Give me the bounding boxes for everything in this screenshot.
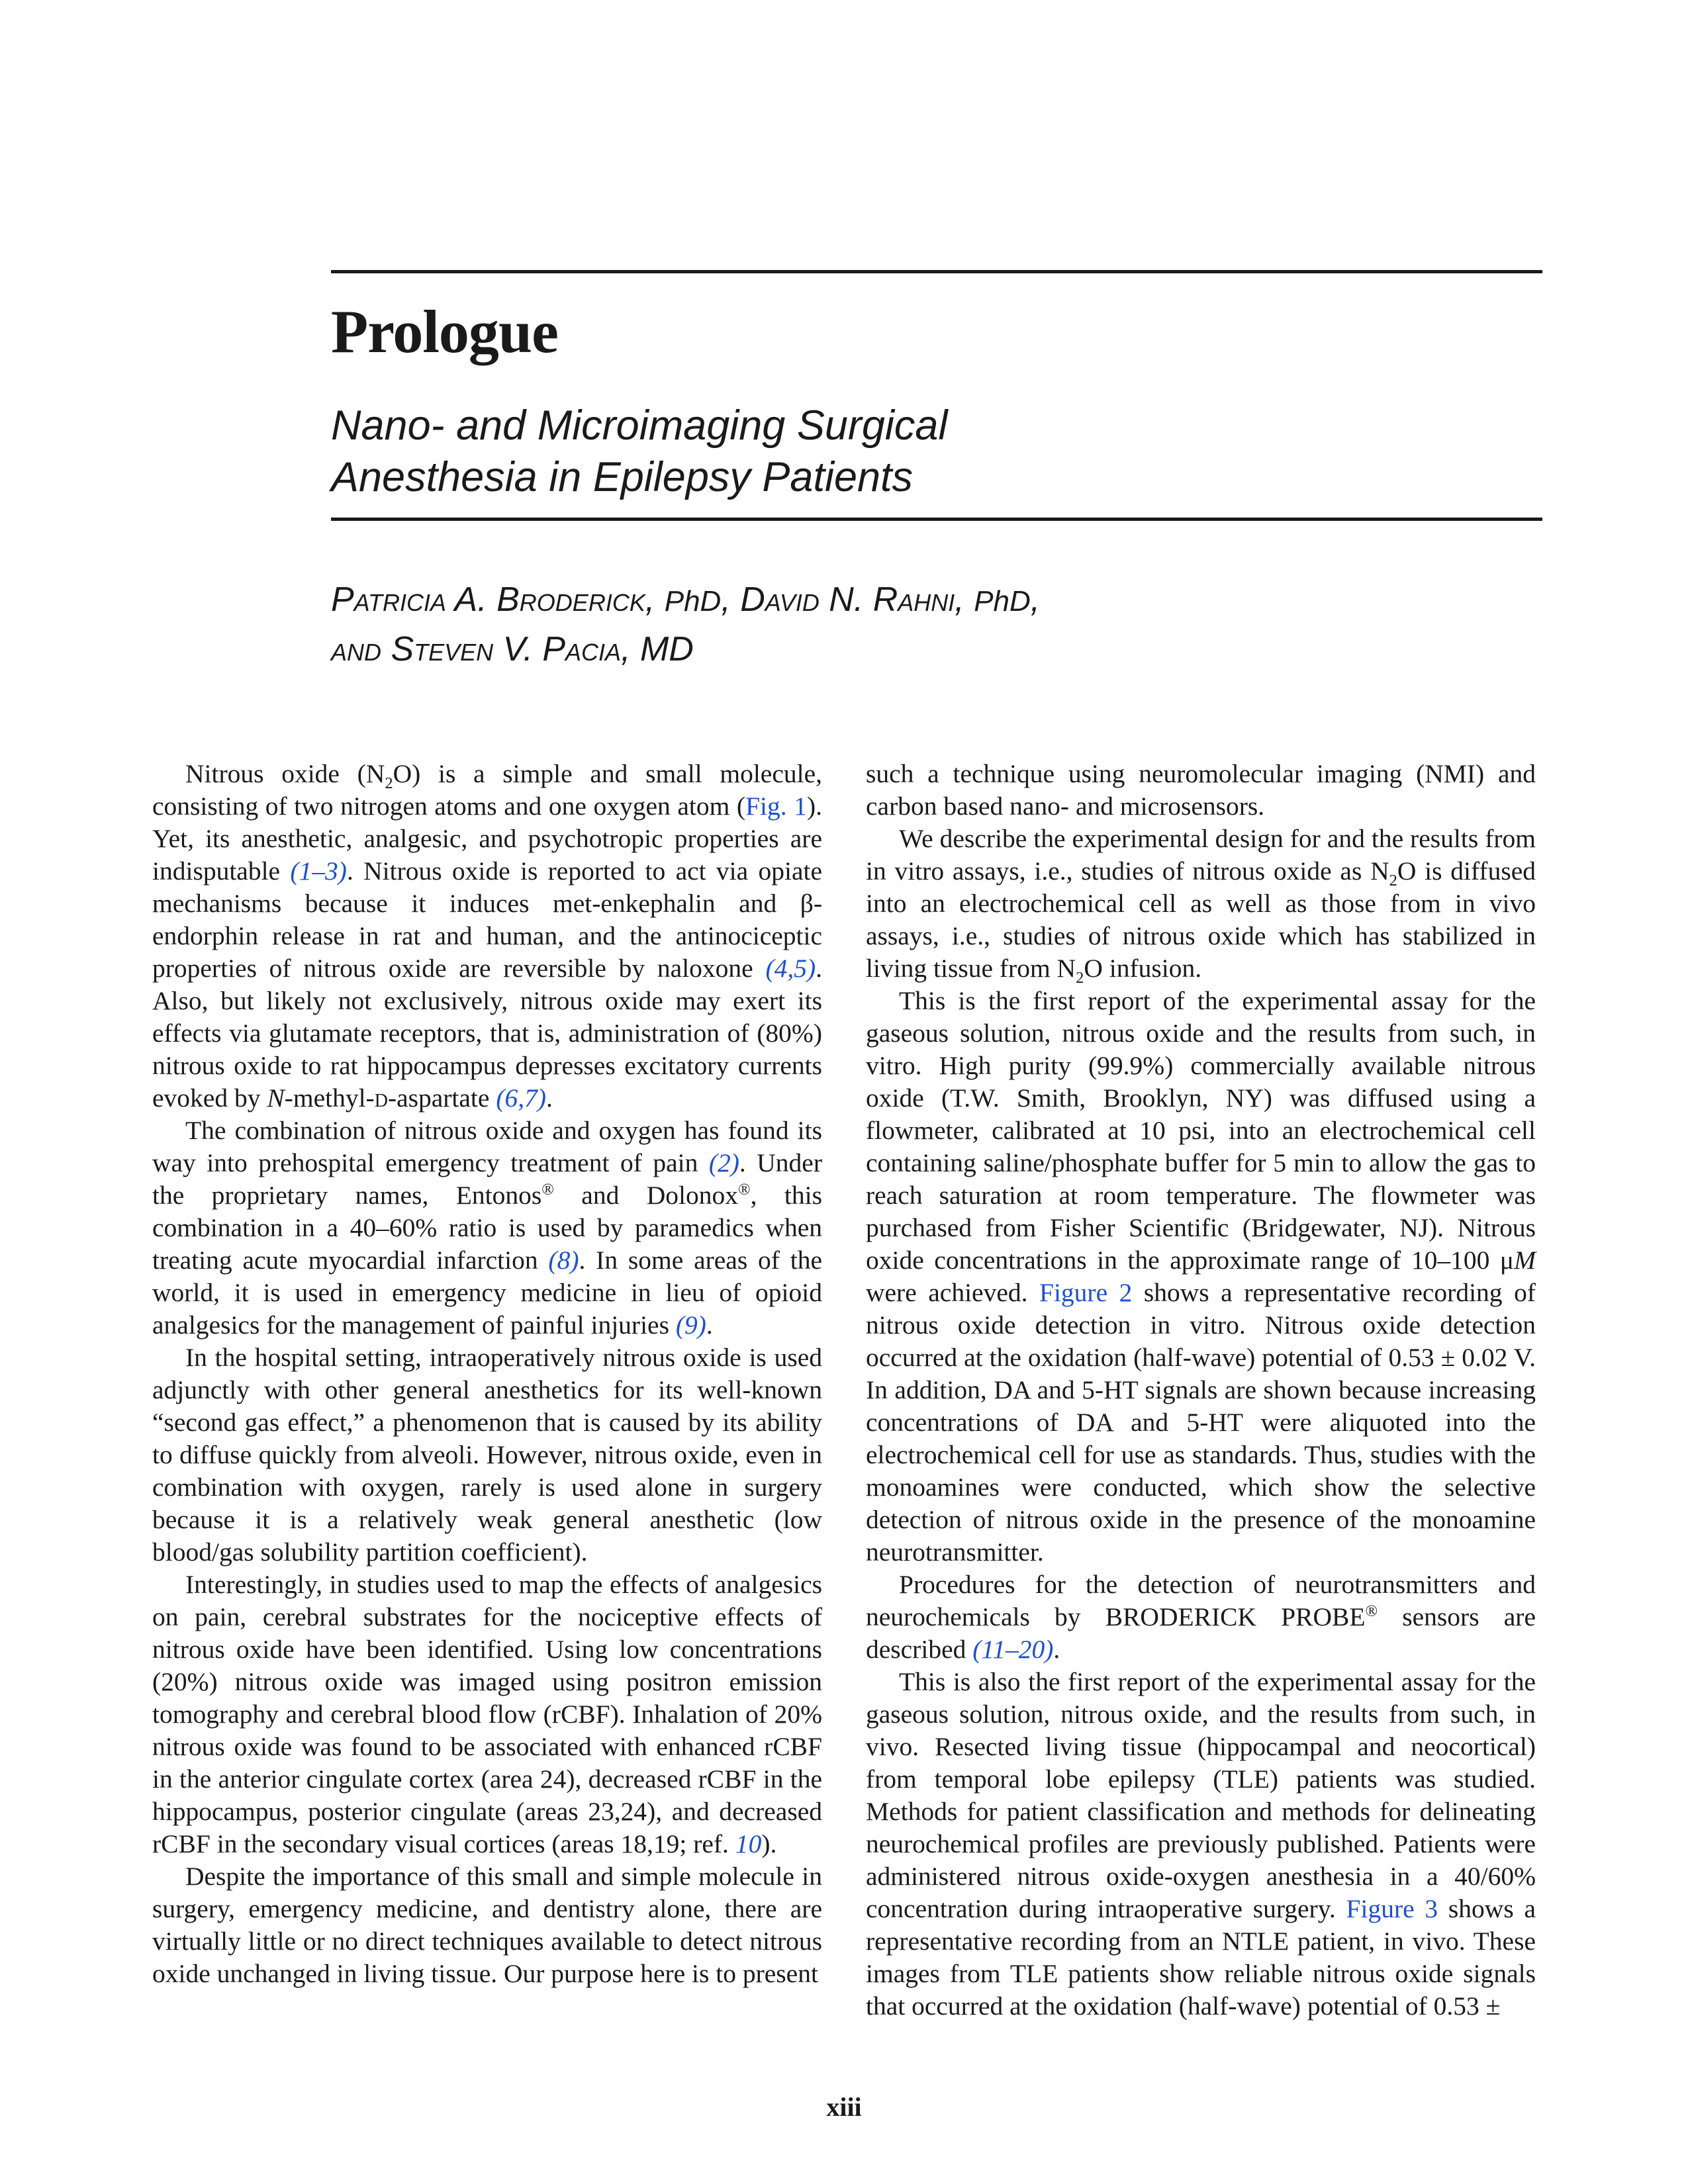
citation-link[interactable]: (6,7) — [496, 1083, 547, 1113]
page-title: Prologue — [331, 298, 558, 365]
right-column — [866, 758, 1536, 2023]
paragraph — [152, 1569, 822, 1860]
subtitle-rule — [331, 518, 1542, 521]
text-run: were achieved. — [866, 1278, 1039, 1307]
subtitle — [331, 400, 947, 503]
paragraph — [152, 1115, 822, 1342]
text-run: Interestingly, in studies used to map the effects of analgesics on pain, cerebral substrates for the nociceptive effects of nitrous oxide have been identified. Using low concentrations (20%) nitrous oxide was imaged using positron emission tomography and cerebral blood flow (rCBF). Inhalation of 20% nitrous oxide was found to be associated with enhanced rCBF in the anterior cingulate cortex (area 24), decreased rCBF in the hippocampus, posterior cingulate (areas 23,24), and decreased rCBF in the secondary visual cortices (areas 18,19; ref. — [152, 1570, 822, 1858]
text-run: This is the first report of the experimental assay for the gaseous solution, nitrous oxide and the results from such, in vitro. High purity (99.9%) commercially available nitrous oxide (T.W. Smith, Brooklyn, NY) was diffused using a flowmeter, calibrated at 10 psi, into an electrochemical cell containing saline/phosphate buffer for 5 min to allow the gas to reach saturation at room temperature. The flowmeter was purchased from Fisher Scientific (Bridgewater, NJ). Nitrous oxide concentrations in the approximate range of 10–100 μ — [866, 986, 1536, 1275]
text-run: Procedures for the detection of neurotransmitters and neurochemicals by BRODERICK PROBE — [866, 1570, 1536, 1631]
text-run: -methyl- — [284, 1083, 375, 1113]
text-run: O infusion. — [1084, 954, 1202, 983]
paragraph — [866, 1569, 1536, 1666]
author-line — [331, 625, 1040, 673]
italic-text: M — [1514, 1246, 1536, 1275]
figure-3-link[interactable]: Figure 3 — [1346, 1894, 1438, 1923]
separator: , — [1030, 580, 1041, 619]
paragraph — [866, 1666, 1536, 2023]
text-run: -aspartate — [387, 1083, 496, 1113]
text-run: . Nitrous oxide is reported to act via opiate mechanisms because it induces met-enkephalin and β-endorphin release in rat and human, and the antinociceptic properties of nitrous oxide are reversible by naloxone — [152, 856, 822, 983]
paragraph — [866, 985, 1536, 1569]
subscript: 2 — [1076, 968, 1084, 987]
author-list — [331, 576, 1040, 673]
page-number: xiii — [826, 2092, 862, 2122]
author-degree: PhD — [664, 585, 722, 617]
text-run: O is diffused into an electrochemical cell as well as those from in vivo assays, i.e., studies of nitrous oxide which has stabilized in living tissue from N — [866, 856, 1536, 983]
citation-link[interactable]: (11–20) — [972, 1635, 1054, 1664]
subtitle-line: Anesthesia in Epilepsy Patients — [331, 454, 914, 500]
author-name: David N. Rahni — [740, 580, 955, 619]
author-name: Steven V. Pacia — [391, 630, 622, 668]
registered-mark: ® — [541, 1180, 554, 1199]
text-run: . — [706, 1310, 713, 1340]
text-run: sensors are described — [866, 1602, 1536, 1664]
citation-link[interactable]: (1–3) — [290, 856, 347, 886]
subscript: 2 — [385, 774, 393, 792]
text-run: ). Yet, its anesthetic, analgesic, and psychotropic properties are indisputable — [152, 792, 822, 886]
citation-link[interactable]: (8) — [548, 1246, 579, 1275]
paragraph: such a technique using neuromolecular imaging (NMI) and carbon based nano- and microsensors. — [866, 759, 1536, 821]
registered-mark: ® — [738, 1180, 751, 1199]
text-run: . Under the proprietary names, Entonos — [152, 1148, 822, 1210]
text-run: . Also, but likely not exclusively, nitrous oxide may exert its effects via glutamate receptors, that is, administration of (80%) nitrous oxide to rat hippocampus depresses excitatory currents evoked by — [152, 954, 822, 1113]
text-run: shows a representative recording from an NTLE patient, in vivo. These images from TLE patients show reliable nitrous oxide signals that occurred at the oxidation (half-wave) potential of 0.53 ± — [866, 1894, 1536, 2021]
text-run: We describe the experimental design for and the results from in vitro assays, i.e., studies of nitrous oxide as N — [866, 824, 1536, 886]
citation-link[interactable]: (2) — [708, 1148, 739, 1177]
top-rule — [331, 270, 1542, 273]
separator: , — [955, 580, 974, 619]
text-run: O) is a simple and small molecule, consisting of two nitrogen atoms and one oxygen atom ( — [152, 759, 823, 821]
text-run: . — [1053, 1635, 1060, 1664]
text-run: and Dolonox — [553, 1181, 739, 1210]
text-run: Nitrous oxide (N — [185, 759, 385, 788]
text-run: ). — [761, 1829, 777, 1858]
figure-1-link[interactable]: Fig. 1 — [745, 792, 807, 821]
small-caps-text: d — [374, 1083, 388, 1113]
separator: , — [721, 580, 741, 619]
separator: , — [645, 580, 665, 619]
paragraph — [152, 758, 822, 1115]
author-degree: MD — [639, 630, 694, 668]
citation-link[interactable]: (9) — [675, 1310, 706, 1340]
subscript: 2 — [1389, 871, 1397, 889]
registered-mark: ® — [1365, 1602, 1378, 1620]
left-column — [152, 758, 822, 1990]
text-run: . In some areas of the world, it is used in emergency medicine in lieu of opioid analgesics for the management of painful injuries — [152, 1246, 822, 1340]
text-run: shows a representative recording of nitrous oxide detection in vitro. Nitrous oxide detection occurred at the oxidation (half-wave) potential of 0.53 ± 0.02 V. In addition, DA and 5-HT signals are shown because increasing concentrations of DA and 5-HT were aliquoted into the electrochemical cell for use as standards. Thus, studies with the monoamines were conducted, which show the selective detection of nitrous oxide in the presence of the monoamine neurotransmitter. — [866, 1278, 1536, 1567]
paragraph: In the hospital setting, intraoperatively nitrous oxide is used adjunctly with other general anesthetics for its well-known “second gas effect,” a phenomenon that is caused by its ability to diffuse quickly from alveoli. However, nitrous oxide, even in combination with oxygen, rarely is used alone in surgery because it is a relatively weak general anesthetic (low blood/gas solubility partition coefficient). — [152, 1343, 822, 1567]
author-line — [331, 576, 1040, 625]
paragraph — [866, 823, 1536, 985]
author-name: Patricia A. Broderick — [331, 580, 645, 619]
text-run: . — [546, 1083, 553, 1113]
figure-2-link[interactable]: Figure 2 — [1039, 1278, 1133, 1307]
paragraph: Despite the importance of this small and simple molecule in surgery, emergency medicine, and dentistry alone, there are virtually little or no direct techniques available to detect nitrous oxide unchanged in living tissue. Our purpose here is to present — [152, 1862, 822, 1988]
text-run: This is also the first report of the experimental assay for the gaseous solution, nitrous oxide, and the results from such, in vivo. Resected living tissue (hippocampal and neocortical) from temporal lobe epilepsy (TLE) patients was studied. Methods for patient classification and methods for delineating neurochemical profiles are previously published. Patients were administered nitrous oxide-oxygen anesthesia in a 40/60% concentration during intraoperative surgery. — [866, 1667, 1536, 1923]
text-run: The combination of nitrous oxide and oxygen has found its way into prehospital emergency treatment of pain — [152, 1116, 822, 1177]
subtitle-line: Nano- and Microimaging Surgical — [331, 402, 948, 449]
text-run: , this combination in a 40–60% ratio is used by paramedics when treating acute myocardial infarction — [152, 1181, 822, 1275]
citation-link[interactable]: 10 — [735, 1829, 762, 1858]
citation-link[interactable]: (4,5) — [765, 954, 816, 983]
italic-text: N — [267, 1083, 285, 1113]
author-conjunction: and — [331, 630, 382, 668]
separator: , — [621, 630, 640, 668]
author-degree: PhD — [974, 585, 1031, 617]
